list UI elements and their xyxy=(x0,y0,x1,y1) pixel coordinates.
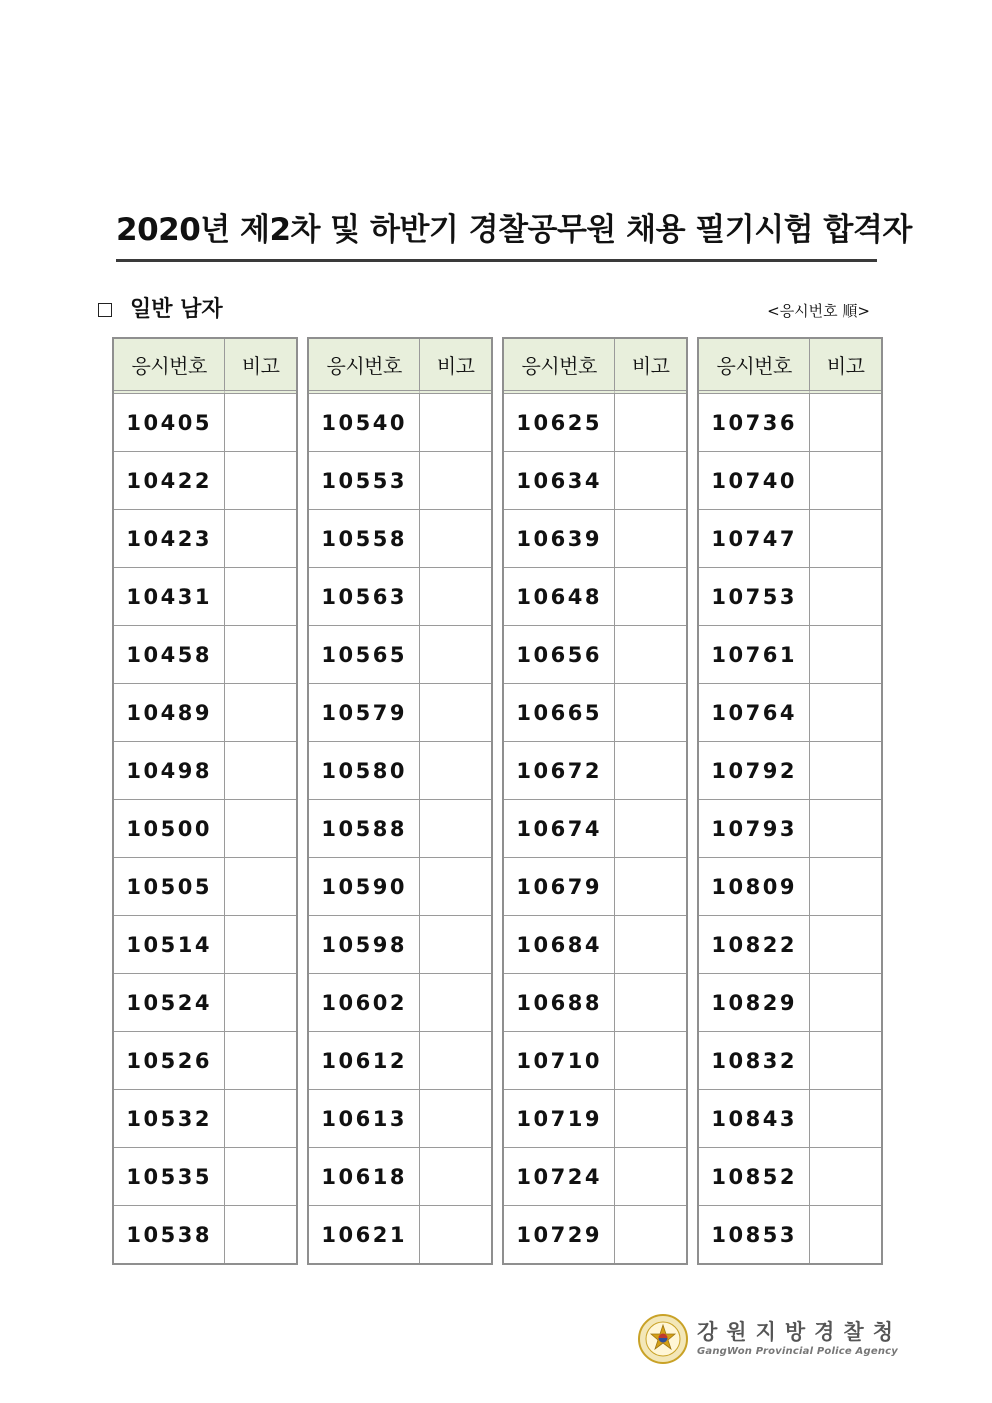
exam-number-cell: 10822 xyxy=(699,916,810,974)
note-cell xyxy=(615,1090,686,1148)
results-table-4 xyxy=(697,337,883,1265)
exam-number-cell: 10563 xyxy=(309,568,420,626)
exam-number-cell: 10764 xyxy=(699,684,810,742)
note-cell xyxy=(225,858,296,916)
note-cell xyxy=(420,800,491,858)
note-cell xyxy=(810,1206,881,1263)
exam-number-cell: 10431 xyxy=(114,568,225,626)
exam-number-cell: 10809 xyxy=(699,858,810,916)
table-row xyxy=(309,626,491,684)
note-cell xyxy=(615,858,686,916)
note-cell xyxy=(810,394,881,452)
header-exam-number: 응시번호 xyxy=(114,339,225,394)
note-cell xyxy=(810,568,881,626)
exam-number-cell: 10843 xyxy=(699,1090,810,1148)
note-cell xyxy=(810,974,881,1032)
note-cell xyxy=(615,394,686,452)
table-row xyxy=(504,858,686,916)
note-cell xyxy=(615,742,686,800)
exam-number-cell: 10852 xyxy=(699,1148,810,1206)
exam-number-cell: 10612 xyxy=(309,1032,420,1090)
note-cell xyxy=(225,452,296,510)
title-underline xyxy=(116,259,877,262)
table-row xyxy=(114,1090,296,1148)
table-row xyxy=(699,1206,881,1263)
exam-number-cell: 10829 xyxy=(699,974,810,1032)
table-row xyxy=(114,742,296,800)
note-cell xyxy=(420,394,491,452)
note-cell xyxy=(225,510,296,568)
table-row xyxy=(699,626,881,684)
exam-number-cell: 10853 xyxy=(699,1206,810,1263)
table-row xyxy=(114,510,296,568)
note-cell xyxy=(225,1206,296,1263)
table-row xyxy=(114,916,296,974)
exam-number-cell: 10500 xyxy=(114,800,225,858)
note-cell xyxy=(810,800,881,858)
exam-number-cell: 10736 xyxy=(699,394,810,452)
table-row xyxy=(114,568,296,626)
table-row xyxy=(114,626,296,684)
exam-number-cell: 10524 xyxy=(114,974,225,1032)
exam-number-cell: 10621 xyxy=(309,1206,420,1263)
table-row xyxy=(699,742,881,800)
table-row xyxy=(309,916,491,974)
table-row xyxy=(309,452,491,510)
table-row xyxy=(504,510,686,568)
section-heading xyxy=(98,295,223,325)
note-cell xyxy=(810,452,881,510)
note-cell xyxy=(810,858,881,916)
table-row xyxy=(699,394,881,452)
exam-number-cell: 10579 xyxy=(309,684,420,742)
note-cell xyxy=(420,452,491,510)
exam-number-cell: 10740 xyxy=(699,452,810,510)
note-cell xyxy=(615,974,686,1032)
table-row xyxy=(504,452,686,510)
table-row xyxy=(309,742,491,800)
results-table-1 xyxy=(112,337,298,1265)
exam-number-cell: 10618 xyxy=(309,1148,420,1206)
table-row xyxy=(309,1206,491,1263)
note-cell xyxy=(810,916,881,974)
table-row xyxy=(309,1032,491,1090)
note-cell xyxy=(810,742,881,800)
exam-number-cell: 10613 xyxy=(309,1090,420,1148)
note-cell xyxy=(615,800,686,858)
note-cell xyxy=(225,1032,296,1090)
table-row xyxy=(309,394,491,452)
exam-number-cell: 10598 xyxy=(309,916,420,974)
header-note: 비고 xyxy=(615,339,686,394)
agency-name-korean: 강원지방경찰청 xyxy=(697,1320,903,1344)
exam-number-cell: 10532 xyxy=(114,1090,225,1148)
exam-number-cell: 10672 xyxy=(504,742,615,800)
note-cell xyxy=(420,568,491,626)
exam-number-cell: 10423 xyxy=(114,510,225,568)
table-header-row xyxy=(309,339,491,394)
exam-number-cell: 10540 xyxy=(309,394,420,452)
table-row xyxy=(699,452,881,510)
header-note: 비고 xyxy=(810,339,881,394)
section-label: 일반 남자 xyxy=(130,297,223,322)
exam-number-cell: 10405 xyxy=(114,394,225,452)
note-cell xyxy=(810,626,881,684)
exam-number-cell: 10674 xyxy=(504,800,615,858)
table-header-row xyxy=(504,339,686,394)
note-cell xyxy=(615,916,686,974)
note-cell xyxy=(420,510,491,568)
note-cell xyxy=(615,452,686,510)
table-row xyxy=(504,1090,686,1148)
results-table-3 xyxy=(502,337,688,1265)
table-row xyxy=(504,626,686,684)
table-row xyxy=(114,684,296,742)
exam-number-cell: 10590 xyxy=(309,858,420,916)
header-note: 비고 xyxy=(420,339,491,394)
table-header-row xyxy=(114,339,296,394)
note-cell xyxy=(810,1090,881,1148)
table-row xyxy=(114,1206,296,1263)
exam-number-cell: 10684 xyxy=(504,916,615,974)
note-cell xyxy=(225,800,296,858)
exam-number-cell: 10498 xyxy=(114,742,225,800)
note-cell xyxy=(225,742,296,800)
table-row xyxy=(504,1206,686,1263)
table-row xyxy=(504,1032,686,1090)
note-cell xyxy=(225,394,296,452)
exam-number-cell: 10558 xyxy=(309,510,420,568)
note-cell xyxy=(420,742,491,800)
note-cell xyxy=(615,1148,686,1206)
table-row xyxy=(699,1148,881,1206)
note-cell xyxy=(615,626,686,684)
exam-number-cell: 10656 xyxy=(504,626,615,684)
table-row xyxy=(504,916,686,974)
table-row xyxy=(309,858,491,916)
agency-name-english: GangWon Provincial Police Agency xyxy=(697,1346,898,1357)
note-cell xyxy=(615,1206,686,1263)
table-row xyxy=(309,684,491,742)
table-row xyxy=(309,974,491,1032)
table-row xyxy=(309,800,491,858)
checkbox-bullet-icon xyxy=(98,303,112,317)
header-exam-number: 응시번호 xyxy=(309,339,420,394)
note-cell xyxy=(225,626,296,684)
table-row xyxy=(504,394,686,452)
exam-number-cell: 10535 xyxy=(114,1148,225,1206)
exam-number-cell: 10505 xyxy=(114,858,225,916)
table-row xyxy=(699,1032,881,1090)
exam-number-cell: 10422 xyxy=(114,452,225,510)
table-row xyxy=(309,568,491,626)
table-row xyxy=(504,568,686,626)
page-title: 2020년 제2차 및 하반기 경찰공무원 채용 필기시험 합격자 xyxy=(116,212,912,248)
note-cell xyxy=(420,858,491,916)
note-cell xyxy=(225,974,296,1032)
exam-number-cell: 10625 xyxy=(504,394,615,452)
exam-number-cell: 10634 xyxy=(504,452,615,510)
table-row xyxy=(699,510,881,568)
exam-number-cell: 10489 xyxy=(114,684,225,742)
table-row xyxy=(699,858,881,916)
table-row xyxy=(504,742,686,800)
exam-number-cell: 10639 xyxy=(504,510,615,568)
header-exam-number: 응시번호 xyxy=(699,339,810,394)
exam-number-cell: 10602 xyxy=(309,974,420,1032)
note-cell xyxy=(615,1032,686,1090)
table-row xyxy=(114,394,296,452)
note-cell xyxy=(615,568,686,626)
header-note: 비고 xyxy=(225,339,296,394)
note-cell xyxy=(420,974,491,1032)
exam-number-cell: 10761 xyxy=(699,626,810,684)
exam-number-cell: 10588 xyxy=(309,800,420,858)
order-note: <응시번호 順> xyxy=(767,302,870,320)
note-cell xyxy=(420,626,491,684)
table-row xyxy=(699,974,881,1032)
table-row xyxy=(114,1148,296,1206)
note-cell xyxy=(225,684,296,742)
table-row xyxy=(699,1090,881,1148)
table-row xyxy=(114,800,296,858)
exam-number-cell: 10724 xyxy=(504,1148,615,1206)
table-row xyxy=(114,974,296,1032)
note-cell xyxy=(225,1148,296,1206)
agency-footer xyxy=(637,1313,902,1365)
table-row xyxy=(504,974,686,1032)
note-cell xyxy=(420,1206,491,1263)
exam-number-cell: 10458 xyxy=(114,626,225,684)
exam-number-cell: 10710 xyxy=(504,1032,615,1090)
note-cell xyxy=(225,1090,296,1148)
note-cell xyxy=(225,916,296,974)
table-row xyxy=(699,800,881,858)
note-cell xyxy=(420,916,491,974)
note-cell xyxy=(420,1090,491,1148)
note-cell xyxy=(615,684,686,742)
note-cell xyxy=(810,510,881,568)
table-row xyxy=(699,568,881,626)
table-row xyxy=(699,916,881,974)
police-emblem-icon xyxy=(637,1313,689,1365)
exam-number-cell: 10719 xyxy=(504,1090,615,1148)
exam-number-cell: 10753 xyxy=(699,568,810,626)
note-cell xyxy=(225,568,296,626)
note-cell xyxy=(810,1148,881,1206)
table-row xyxy=(114,452,296,510)
table-row xyxy=(699,684,881,742)
exam-number-cell: 10538 xyxy=(114,1206,225,1263)
exam-number-cell: 10832 xyxy=(699,1032,810,1090)
note-cell xyxy=(420,1032,491,1090)
table-row xyxy=(114,858,296,916)
exam-number-cell: 10665 xyxy=(504,684,615,742)
exam-number-cell: 10688 xyxy=(504,974,615,1032)
exam-number-cell: 10793 xyxy=(699,800,810,858)
note-cell xyxy=(810,684,881,742)
note-cell xyxy=(420,684,491,742)
exam-number-cell: 10514 xyxy=(114,916,225,974)
table-header-row xyxy=(699,339,881,394)
table-row xyxy=(114,1032,296,1090)
exam-number-cell: 10679 xyxy=(504,858,615,916)
exam-number-cell: 10648 xyxy=(504,568,615,626)
results-tables xyxy=(112,337,883,1265)
exam-number-cell: 10729 xyxy=(504,1206,615,1263)
exam-number-cell: 10526 xyxy=(114,1032,225,1090)
note-cell xyxy=(615,510,686,568)
note-cell xyxy=(810,1032,881,1090)
table-row xyxy=(309,510,491,568)
results-table-2 xyxy=(307,337,493,1265)
table-row xyxy=(504,684,686,742)
table-row xyxy=(309,1148,491,1206)
exam-number-cell: 10580 xyxy=(309,742,420,800)
exam-number-cell: 10792 xyxy=(699,742,810,800)
table-row xyxy=(504,1148,686,1206)
exam-number-cell: 10553 xyxy=(309,452,420,510)
exam-number-cell: 10747 xyxy=(699,510,810,568)
header-exam-number: 응시번호 xyxy=(504,339,615,394)
table-row xyxy=(309,1090,491,1148)
exam-number-cell: 10565 xyxy=(309,626,420,684)
note-cell xyxy=(420,1148,491,1206)
table-row xyxy=(504,800,686,858)
